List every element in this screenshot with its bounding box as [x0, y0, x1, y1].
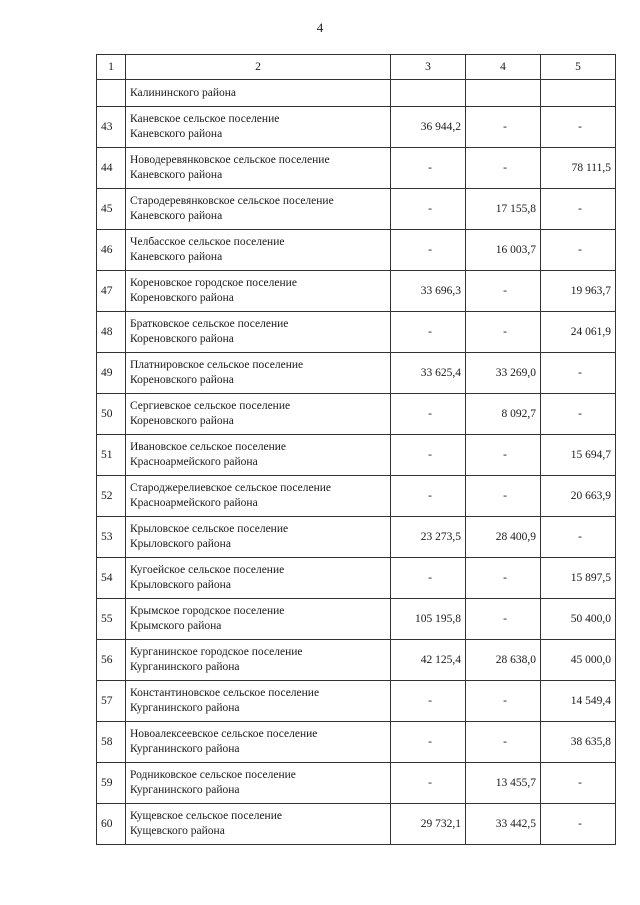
- settlement-name-line: Челбасское сельское поселение: [130, 236, 285, 248]
- value-col5: 15 897,5: [541, 558, 616, 599]
- value-col3: -: [391, 312, 466, 353]
- value-col3: -: [391, 435, 466, 476]
- settlement-name: [126, 312, 391, 353]
- table-row: [97, 804, 616, 845]
- settlement-name: [126, 394, 391, 435]
- settlement-name-line: Крымского района: [130, 620, 222, 632]
- settlement-name: [126, 230, 391, 271]
- settlement-name: [126, 271, 391, 312]
- settlement-name: [126, 107, 391, 148]
- value-col5: 20 663,9: [541, 476, 616, 517]
- settlement-name-line: Калининского района: [130, 86, 237, 99]
- value-col4: 33 269,0: [466, 353, 541, 394]
- settlement-name: [126, 722, 391, 763]
- row-number: 58: [97, 722, 126, 763]
- settlement-name-line: Кугоейское сельское поселение: [130, 564, 285, 576]
- settlement-name: [126, 148, 391, 189]
- value-col3: [391, 80, 466, 107]
- row-number: [97, 80, 126, 107]
- value-col5: 15 694,7: [541, 435, 616, 476]
- value-col3: -: [391, 476, 466, 517]
- table-row: [97, 189, 616, 230]
- row-number: 47: [97, 271, 126, 312]
- row-number: 57: [97, 681, 126, 722]
- column-header-5: 5: [541, 55, 616, 80]
- value-col4: 16 003,7: [466, 230, 541, 271]
- settlement-name-line: Каневского района: [130, 128, 223, 140]
- value-col4: -: [466, 558, 541, 599]
- value-col4: 33 442,5: [466, 804, 541, 845]
- settlement-name-line: Курганинского района: [130, 661, 240, 673]
- value-col5: -: [541, 353, 616, 394]
- value-col4: 13 455,7: [466, 763, 541, 804]
- settlement-name: [126, 517, 391, 558]
- row-number: 44: [97, 148, 126, 189]
- table-row: [97, 640, 616, 681]
- row-number: 59: [97, 763, 126, 804]
- value-col3: 36 944,2: [391, 107, 466, 148]
- table-row: [97, 271, 616, 312]
- value-col3: -: [391, 722, 466, 763]
- settlement-name: [126, 763, 391, 804]
- row-number: 51: [97, 435, 126, 476]
- settlements-table: [96, 54, 616, 845]
- value-col4: 28 400,9: [466, 517, 541, 558]
- settlement-name: [126, 681, 391, 722]
- value-col3: -: [391, 148, 466, 189]
- table-row: [97, 558, 616, 599]
- row-number: 45: [97, 189, 126, 230]
- table-header-row: [97, 55, 616, 80]
- value-col3: -: [391, 394, 466, 435]
- settlement-name: [126, 435, 391, 476]
- settlement-name: [126, 189, 391, 230]
- settlement-name-line: Ивановское сельское поселение: [130, 441, 287, 453]
- value-col4: -: [466, 435, 541, 476]
- row-number: 43: [97, 107, 126, 148]
- settlement-name-line: Крыловского района: [130, 538, 231, 550]
- value-col3: 105 195,8: [391, 599, 466, 640]
- row-number: 54: [97, 558, 126, 599]
- value-col4: -: [466, 476, 541, 517]
- settlement-name-line: Константиновское сельское поселение: [130, 687, 320, 699]
- value-col4: -: [466, 681, 541, 722]
- row-number: 53: [97, 517, 126, 558]
- table-row: [97, 107, 616, 148]
- value-col3: 33 625,4: [391, 353, 466, 394]
- settlement-name-line: Кореновского района: [130, 333, 234, 345]
- value-col3: -: [391, 189, 466, 230]
- value-col4: -: [466, 312, 541, 353]
- table-row: [97, 435, 616, 476]
- value-col4: -: [466, 271, 541, 312]
- value-col5: -: [541, 804, 616, 845]
- table-row: [97, 722, 616, 763]
- value-col3: -: [391, 558, 466, 599]
- settlement-name-line: Кущевское сельское поселение: [130, 810, 282, 822]
- settlement-name-line: Курганинского района: [130, 784, 240, 796]
- table-row: [97, 681, 616, 722]
- settlement-name-line: Каневского района: [130, 210, 223, 222]
- value-col4: -: [466, 107, 541, 148]
- settlement-name-line: Платнировское сельское поселение: [130, 359, 304, 371]
- value-col3: -: [391, 763, 466, 804]
- value-col5: -: [541, 517, 616, 558]
- value-col5: -: [541, 189, 616, 230]
- row-number: 46: [97, 230, 126, 271]
- settlement-name-line: Каневского района: [130, 251, 223, 263]
- settlement-name: [126, 476, 391, 517]
- settlement-name-line: Курганинского района: [130, 743, 240, 755]
- table-row: [97, 230, 616, 271]
- table-row: [97, 763, 616, 804]
- settlement-name-line: Староджерелиевское сельское поселение: [130, 482, 332, 494]
- settlement-name: [126, 353, 391, 394]
- value-col5: 50 400,0: [541, 599, 616, 640]
- row-number: 55: [97, 599, 126, 640]
- settlement-name-line: Кореновского района: [130, 415, 234, 427]
- value-col5: -: [541, 230, 616, 271]
- value-col5: [541, 80, 616, 107]
- settlement-name-line: Красноармейского района: [130, 456, 258, 468]
- row-number: 60: [97, 804, 126, 845]
- table-row: [97, 353, 616, 394]
- row-number: 52: [97, 476, 126, 517]
- value-col5: 19 963,7: [541, 271, 616, 312]
- value-col4: [466, 80, 541, 107]
- row-number: 49: [97, 353, 126, 394]
- row-number: 50: [97, 394, 126, 435]
- settlement-name-line: Курганинского района: [130, 702, 240, 714]
- settlement-name-line: Крыловское сельское поселение: [130, 523, 289, 535]
- settlement-name-line: Кореновское городское поселение: [130, 277, 297, 289]
- value-col5: -: [541, 394, 616, 435]
- column-header-1: 1: [97, 55, 126, 80]
- settlement-name-line: Кореновского района: [130, 374, 234, 386]
- settlement-name-line: Каневское сельское поселение: [130, 113, 280, 125]
- value-col5: 45 000,0: [541, 640, 616, 681]
- settlement-name: [126, 599, 391, 640]
- value-col5: 38 635,8: [541, 722, 616, 763]
- settlement-name-line: Каневского района: [130, 169, 223, 181]
- table-row: [97, 599, 616, 640]
- settlement-name-line: Новоалексеевское сельское поселение: [130, 728, 318, 740]
- settlement-name-line: Братковское сельское поселение: [130, 318, 289, 330]
- value-col5: 24 061,9: [541, 312, 616, 353]
- column-header-3: 3: [391, 55, 466, 80]
- table-row: [97, 517, 616, 558]
- row-number: 56: [97, 640, 126, 681]
- table-row: [97, 148, 616, 189]
- table-row: [97, 312, 616, 353]
- settlement-name-line: Сергиевское сельское поселение: [130, 400, 291, 412]
- value-col5: -: [541, 107, 616, 148]
- value-col5: 14 549,4: [541, 681, 616, 722]
- settlement-name-line: Кореновского района: [130, 292, 234, 304]
- settlement-name-line: Красноармейского района: [130, 497, 258, 509]
- value-col4: 28 638,0: [466, 640, 541, 681]
- settlement-name-line: Стародеревянковское сельское поселение: [130, 195, 334, 207]
- value-col3: 33 696,3: [391, 271, 466, 312]
- settlement-name: [126, 804, 391, 845]
- settlement-name-line: Кущевского района: [130, 825, 225, 837]
- value-col5: 78 111,5: [541, 148, 616, 189]
- table-row: [97, 476, 616, 517]
- value-col3: 42 125,4: [391, 640, 466, 681]
- column-header-4: 4: [466, 55, 541, 80]
- settlement-name: [126, 80, 391, 107]
- continuation-row: [97, 80, 616, 107]
- settlement-name: [126, 558, 391, 599]
- settlement-name-line: Родниковское сельское поселение: [130, 769, 296, 781]
- row-number: 48: [97, 312, 126, 353]
- table-row: [97, 394, 616, 435]
- value-col5: -: [541, 763, 616, 804]
- value-col3: -: [391, 230, 466, 271]
- value-col4: -: [466, 148, 541, 189]
- value-col3: -: [391, 681, 466, 722]
- settlement-name-line: Новодеревянковское сельское поселение: [130, 154, 330, 166]
- value-col4: 8 092,7: [466, 394, 541, 435]
- settlement-name-line: Курганинское городское поселение: [130, 646, 303, 658]
- value-col4: -: [466, 599, 541, 640]
- value-col4: 17 155,8: [466, 189, 541, 230]
- page-number: 4: [316, 20, 324, 35]
- value-col4: -: [466, 722, 541, 763]
- settlement-name-line: Крыловского района: [130, 579, 231, 591]
- value-col3: 23 273,5: [391, 517, 466, 558]
- column-header-2: 2: [126, 55, 391, 80]
- value-col3: 29 732,1: [391, 804, 466, 845]
- settlement-name-line: Крымское городское поселение: [130, 605, 285, 617]
- settlement-name: [126, 640, 391, 681]
